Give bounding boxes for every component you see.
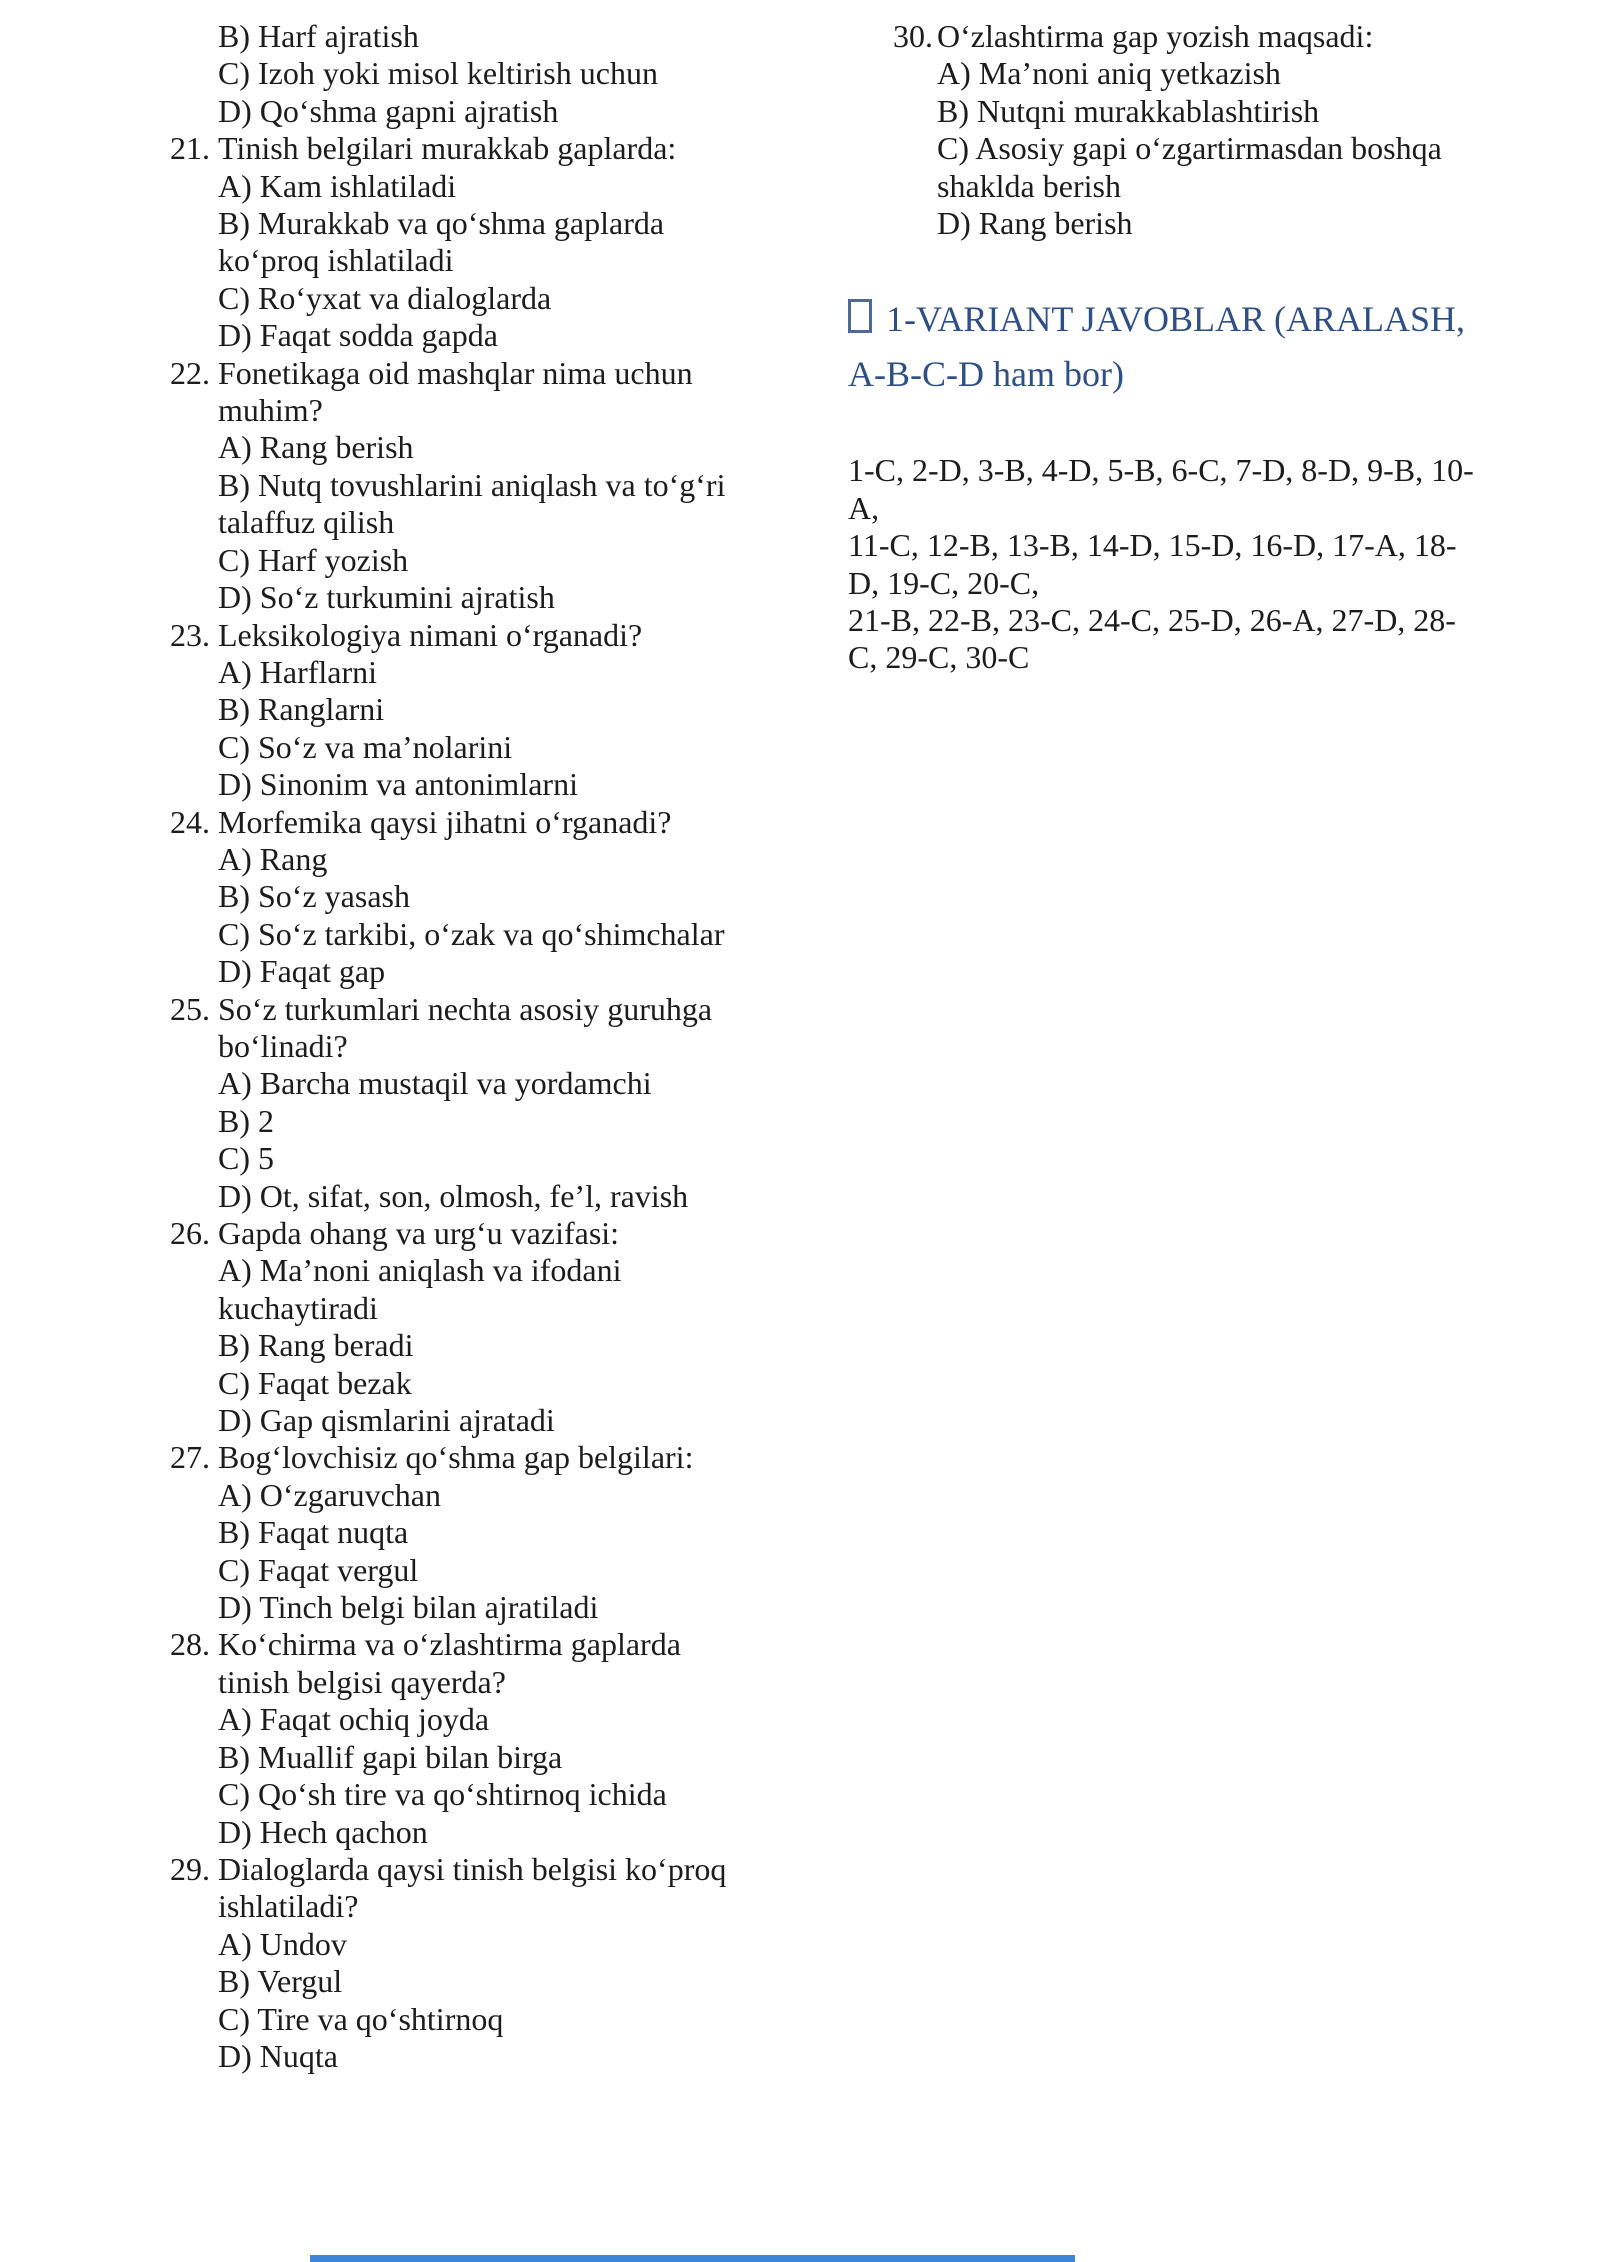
option-continuation-line-text: talaffuz qilish (218, 504, 395, 541)
option-line-text: D) Nuqta (218, 2037, 338, 2074)
option-line-text: A) Undov (218, 1925, 347, 1962)
option-line (0, 1327, 820, 1364)
right-column-questions (848, 18, 1588, 242)
option-line (0, 55, 820, 92)
option-line-text: C) Faqat vergul (218, 1551, 419, 1588)
option-line (0, 1065, 820, 1102)
option-line-text: D) Sinonim va antonimlarni (218, 766, 578, 803)
option-line (0, 841, 820, 878)
option-line (0, 1552, 820, 1589)
option-line-text: C) Qoʻsh tire va qoʻshtirnoq ichida (218, 1776, 667, 1813)
answers-heading-line-1 (848, 292, 1588, 347)
option-line-text: B) Soʻz yasash (218, 878, 410, 915)
question-number: 22. (170, 354, 210, 391)
option-line (0, 729, 820, 766)
option-line (0, 953, 820, 990)
option-line (0, 18, 820, 55)
question-continuation-line (0, 1888, 820, 1925)
question-line (0, 804, 820, 841)
option-line (0, 1776, 820, 1813)
right-column (848, 18, 1588, 677)
question-line-text: Leksikologiya nimani oʻrganadi? (218, 616, 643, 653)
option-line-text: C) Tire va qoʻshtirnoq (218, 2000, 504, 2037)
option-line (0, 1178, 820, 1215)
question-line (0, 617, 820, 654)
option-line-text: A) Oʻzgaruvchan (218, 1476, 441, 1513)
option-line (0, 1402, 820, 1439)
option-line-text: D) Hech qachon (218, 1813, 428, 1850)
question-number: 24. (170, 803, 210, 840)
option-line (0, 878, 820, 915)
question-line (0, 355, 820, 392)
option-line-text: C) Soʻz va ma’nolarini (218, 728, 513, 765)
option-line-text: B) Murakkab va qoʻshma gaplarda (218, 205, 665, 242)
question-number: 21. (170, 130, 210, 167)
question-line (848, 18, 1588, 55)
option-continuation-line (0, 242, 820, 279)
question-line-text: Morfemika qaysi jihatni oʻrganadi? (218, 803, 672, 840)
option-line (0, 1701, 820, 1738)
question-line-text: Soʻz turkumlari nechta asosiy guruhga (218, 990, 713, 1027)
option-continuation-line-text: kuchaytiradi (218, 1289, 378, 1326)
option-continuation-line-text: koʻproq ishlatiladi (218, 242, 454, 279)
question-line (0, 991, 820, 1028)
option-line-text: A) Faqat ochiq joyda (218, 1701, 490, 1738)
question-continuation-line-text: boʻlinadi? (218, 1027, 348, 1064)
option-line-text: C) Harf yozish (218, 541, 409, 578)
option-line-text: D) Soʻz turkumini ajratish (218, 579, 555, 616)
question-number: 30. (893, 18, 933, 54)
question-continuation-line-text: muhim? (218, 392, 323, 429)
question-line (0, 130, 820, 167)
question-number: 28. (170, 1626, 210, 1663)
option-line-text: A) Ma’noni aniq yetkazish (937, 55, 1281, 92)
answers-block (848, 452, 1588, 676)
option-line (0, 1103, 820, 1140)
question-continuation-line-text: ishlatiladi? (218, 1888, 359, 1925)
answers-heading (848, 292, 1588, 402)
question-line-text: Dialoglarda qaysi tinish belgisi koʻproq (218, 1850, 727, 1887)
question-continuation-line (0, 392, 820, 429)
question-continuation-line (0, 1028, 820, 1065)
answers-line: 11-C, 12-B, 13-B, 14-D, 15-D, 16-D, 17-A, 18- (848, 527, 1457, 564)
question-line (0, 1215, 820, 1252)
answers-heading-text-1: 1-VARIANT JAVOBLAR (ARALASH, (886, 299, 1466, 340)
option-line-text: D) Faqat gap (218, 953, 386, 990)
question-line-text: Bogʻlovchisiz qoʻshma gap belgilari: (218, 1439, 694, 1476)
option-line-text: B) Rang beradi (218, 1327, 414, 1364)
option-line (0, 2038, 820, 2075)
option-line-text: D) Gap qismlarini ajratadi (218, 1402, 555, 1439)
option-line (0, 1140, 820, 1177)
option-line-text: B) Vergul (218, 1963, 343, 2000)
option-line-text: A) Barcha mustaqil va yordamchi (218, 1065, 652, 1102)
option-line (0, 467, 820, 504)
option-continuation-line (848, 168, 1588, 205)
option-line (848, 130, 1588, 167)
option-line (0, 1514, 820, 1551)
question-line-text: Koʻchirma va oʻzlashtirma gaplarda (218, 1626, 681, 1663)
option-line-text: A) Ma’noni aniqlash va ifodani (218, 1252, 622, 1289)
question-line (0, 1851, 820, 1888)
option-line-text: A) Kam ishlatiladi (218, 167, 457, 204)
option-line (0, 2001, 820, 2038)
option-line (0, 916, 820, 953)
option-line-text: C) Soʻz tarkibi, oʻzak va qoʻshimchalar (218, 915, 725, 952)
footer-accent-bar (310, 2255, 1075, 2262)
option-line (0, 1926, 820, 1963)
option-line-text: D) Qoʻshma gapni ajratish (218, 92, 559, 129)
option-line (0, 1589, 820, 1626)
question-number: 23. (170, 616, 210, 653)
option-line-text: A) Harflarni (218, 653, 378, 690)
option-line (0, 317, 820, 354)
option-line-text: C) Asosiy gapi oʻzgartirmasdan boshqa (937, 130, 1442, 167)
option-continuation-line (0, 504, 820, 541)
option-line (0, 1477, 820, 1514)
question-number: 25. (170, 990, 210, 1027)
answers-line: 21-B, 22-B, 23-C, 24-C, 25-D, 26-A, 27-D, 28- (848, 602, 1456, 639)
option-line-text: C) 5 (218, 1140, 274, 1177)
option-line (848, 55, 1588, 92)
answers-line: 1-C, 2-D, 3-B, 4-D, 5-B, 6-C, 7-D, 8-D, 9-B, 10- (848, 452, 1474, 489)
option-line-text: A) Rang (218, 840, 328, 877)
option-line-text: D) Ot, sifat, son, olmosh, fe’l, ravish (218, 1177, 689, 1214)
option-line-text: C) Izoh yoki misol keltirish uchun (218, 55, 658, 92)
option-line-text: B) Nutqni murakkablashtirish (937, 92, 1320, 129)
option-line-text: B) Harf ajratish (218, 18, 419, 54)
option-line (0, 1814, 820, 1851)
option-line (0, 280, 820, 317)
option-line (0, 205, 820, 242)
question-line-text: Gapda ohang va urgʻu vazifasi: (218, 1215, 620, 1251)
question-number: 29. (170, 1850, 210, 1887)
option-line (0, 654, 820, 691)
option-line-text: C) Faqat bezak (218, 1364, 412, 1401)
question-number: 27. (170, 1439, 210, 1476)
question-number: 26. (170, 1215, 210, 1251)
option-line (0, 579, 820, 616)
option-line-text: D) Tinch belgi bilan ajratiladi (218, 1589, 599, 1626)
option-line (0, 1252, 820, 1289)
answers-line: D, 19-C, 20-C, (848, 564, 1040, 601)
option-line-text: B) 2 (218, 1102, 274, 1139)
question-line-text: Fonetikaga oid mashqlar nima uchun (218, 354, 693, 391)
question-line-text: Tinish belgilari murakkab gaplarda: (218, 130, 677, 167)
option-continuation-line-text: shaklda berish (937, 167, 1121, 204)
option-line-text: B) Faqat nuqta (218, 1514, 409, 1551)
option-line (0, 1365, 820, 1402)
question-line-text: Oʻzlashtirma gap yozish maqsadi: (937, 18, 1374, 54)
option-line (0, 1739, 820, 1776)
option-line-text: D) Faqat sodda gapda (218, 317, 498, 354)
option-line (0, 1963, 820, 2000)
question-continuation-line-text: tinish belgisi qayerda? (218, 1663, 506, 1700)
option-continuation-line (0, 1290, 820, 1327)
option-line-text: B) Ranglarni (218, 691, 385, 728)
question-line (0, 1626, 820, 1663)
answers-line: A, (848, 489, 880, 526)
option-line (0, 168, 820, 205)
answers-line: C, 29-C, 30-C (848, 639, 1030, 676)
option-line (0, 429, 820, 466)
option-line (0, 691, 820, 728)
option-line-text: B) Nutq tovushlarini aniqlash va toʻgʻri (218, 466, 726, 503)
option-line (848, 93, 1588, 130)
option-line (0, 766, 820, 803)
option-line-text: A) Rang berish (218, 429, 414, 466)
option-line-text: C) Roʻyxat va dialoglarda (218, 279, 552, 316)
option-line (0, 93, 820, 130)
left-column (0, 18, 820, 2075)
option-line (848, 205, 1588, 242)
missing-glyph-icon (848, 299, 872, 333)
option-line-text: B) Muallif gapi bilan birga (218, 1738, 563, 1775)
option-line (0, 542, 820, 579)
option-line-text: D) Rang berish (937, 205, 1133, 242)
question-continuation-line (0, 1664, 820, 1701)
answers-heading-line-2: A-B-C-D ham bor) (848, 354, 1124, 395)
question-line (0, 1439, 820, 1476)
